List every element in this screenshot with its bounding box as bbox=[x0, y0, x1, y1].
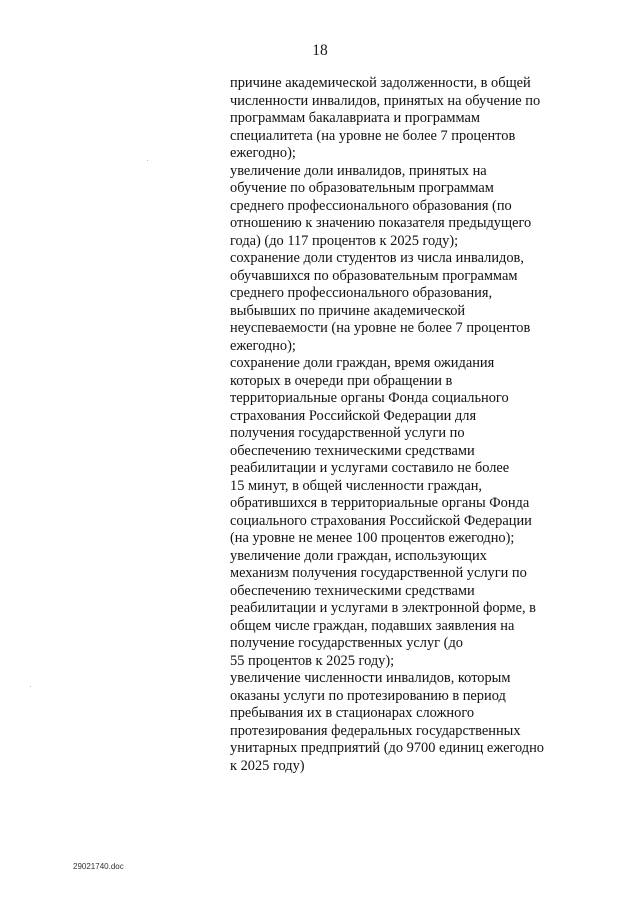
page-number: 18 bbox=[312, 42, 328, 59]
text-line: реабилитации и услугами составило не более bbox=[230, 460, 510, 476]
text-line: страхования Российской Федерации для bbox=[230, 407, 477, 424]
text-line: неуспеваемости (на уровне не более 7 процентов bbox=[230, 320, 531, 336]
text-line: среднего профессионального образования (по bbox=[230, 197, 512, 214]
text-line: среднего профессионального образования, bbox=[230, 285, 493, 301]
text-line: механизм получения государственной услуги по bbox=[230, 565, 527, 581]
text-line: пребывания их в стационарах сложного bbox=[230, 705, 475, 721]
text-line: увеличение доли инвалидов, принятых на bbox=[230, 162, 487, 179]
text-line: (на уровне не менее 100 процентов ежегодно); bbox=[230, 530, 515, 546]
text-line: которых в очереди при обращении в bbox=[230, 372, 453, 389]
text-line: протезирования федеральных государственных bbox=[230, 722, 521, 739]
text-line: специалитета (на уровне не более 7 процентов bbox=[230, 127, 516, 144]
scan-speck bbox=[147, 160, 148, 161]
text-line: к 2025 году) bbox=[230, 757, 305, 774]
text-line: получение государственных услуг (до bbox=[230, 635, 463, 651]
text-line: оказаны услуги по протезированию в период bbox=[230, 687, 506, 704]
text-line: года) (до 117 процентов к 2025 году); bbox=[230, 232, 459, 249]
text-line: отношению к значению показателя предыдущего bbox=[230, 215, 532, 231]
text-line: сохранение доли граждан, время ожидания bbox=[230, 355, 495, 371]
text-line: обеспечению техническими средствами bbox=[230, 442, 475, 459]
text-line: общем числе граждан, подавших заявления на bbox=[230, 617, 515, 634]
text-line: численности инвалидов, принятых на обучение по bbox=[230, 92, 541, 109]
text-line: 55 процентов к 2025 году); bbox=[230, 652, 395, 669]
text-line: ежегодно); bbox=[230, 337, 296, 354]
text-line: унитарных предприятий (до 9700 единиц ежегодно bbox=[230, 740, 545, 756]
text-line: увеличение численности инвалидов, которым bbox=[230, 670, 511, 686]
text-line: программам бакалавриата и программам bbox=[230, 110, 480, 126]
text-line: обучавшихся по образовательным программам bbox=[230, 267, 518, 284]
text-line: выбывших по причине академической bbox=[230, 302, 466, 319]
text-line: обратившихся в территориальные органы Фонда bbox=[230, 495, 530, 511]
text-line: реабилитации и услугами в электронной форме, в bbox=[230, 600, 536, 616]
text-line: социального страхования Российской Федерации bbox=[230, 512, 532, 529]
text-line: сохранение доли студентов из числа инвалидов, bbox=[230, 250, 524, 266]
body-text bbox=[230, 75, 590, 775]
file-name-footer: 29021740.doc bbox=[73, 862, 124, 871]
text-line: 15 минут, в общей численности граждан, bbox=[230, 477, 483, 494]
text-line: территориальные органы Фонда социального bbox=[230, 390, 509, 406]
text-line: обучение по образовательным программам bbox=[230, 180, 494, 196]
text-line: получения государственной услуги по bbox=[230, 425, 465, 441]
text-line: увеличение доли граждан, использующих bbox=[230, 547, 487, 564]
scan-speck bbox=[30, 686, 31, 687]
text-line: обеспечению техническими средствами bbox=[230, 582, 475, 599]
text-line: ежегодно); bbox=[230, 145, 296, 161]
text-line: причине академической задолженности, в общей bbox=[230, 75, 531, 91]
